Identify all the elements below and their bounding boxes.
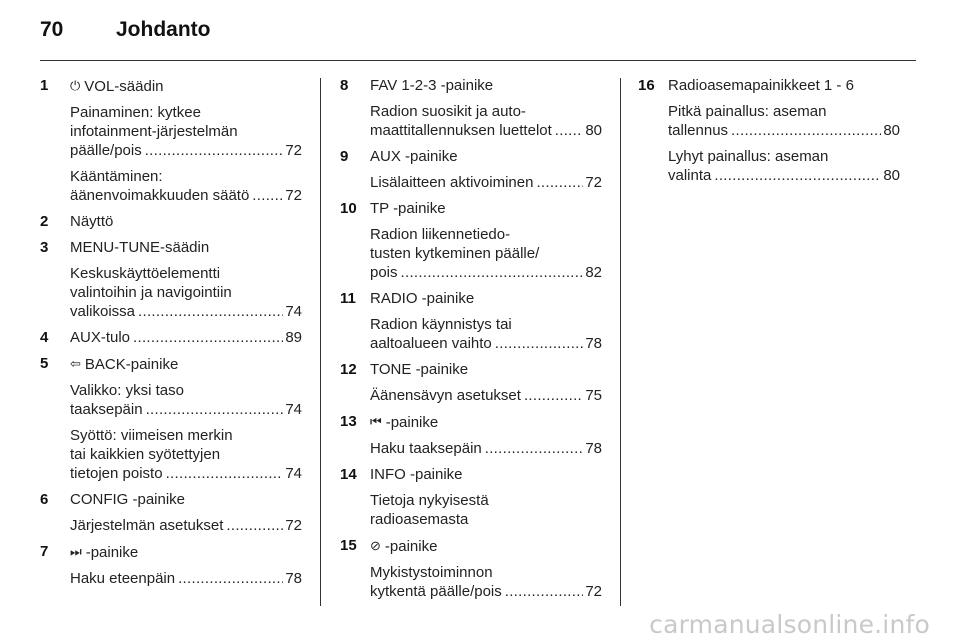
entry-number: 2 [40,213,49,230]
entry-label-wrap [40,542,302,562]
entry-text: tallennus [668,122,729,139]
entry-label-wrap [40,354,302,374]
page-reference[interactable]: 78 [285,570,302,587]
entry-number: 7 [40,543,49,560]
legend-entry [40,490,302,535]
watermark: carmanualsonline.info [649,610,930,639]
entry-label: FAV 1-2-3 -painike [370,77,494,94]
entry-label-wrap [40,490,302,509]
leader-line [370,173,602,192]
description-line: infotainment-järjestelmän [70,123,238,140]
page-reference[interactable]: 78 [585,440,602,457]
legend-entry [638,76,900,185]
page-reference[interactable]: 74 [285,465,302,482]
entry-description [40,264,302,321]
entry-heading [340,536,602,556]
entry-label: VOL-säädin [84,78,164,95]
description-line: Kääntäminen: [70,168,163,185]
page-reference[interactable]: 74 [285,303,302,320]
dot-leader [133,328,283,347]
entry-text: Järjestelmän asetukset [70,517,224,534]
entry-heading [340,465,602,484]
entry-label: RADIO -painike [370,290,475,307]
description-line: Lyhyt painallus: aseman [668,148,829,165]
entry-heading [40,354,302,374]
leader-line [70,302,302,321]
entry-description [340,102,602,140]
leader-line [668,166,900,185]
page-reference[interactable]: 89 [285,329,302,346]
entry-number: 5 [40,355,49,372]
entry-description [340,439,602,458]
leader-line [70,516,302,535]
entry-number: 10 [340,200,357,217]
column-2 [340,76,602,608]
page-title: Johdanto [116,18,211,41]
description-line: Pitkä painallus: aseman [668,103,827,120]
page-reference[interactable]: 80 [883,167,900,184]
page-reference[interactable]: 78 [585,335,602,352]
legend-entry [40,76,302,205]
entry-number: 16 [638,77,655,94]
legend-entry [340,536,602,601]
description-line: Radion liikennetiedo- [370,226,511,243]
dot-leader [485,439,584,458]
entry-label-wrap [340,76,602,95]
description-line: Valikko: yksi taso [70,382,184,399]
entry-label-wrap [40,212,302,231]
entry-text: valinta [668,167,712,184]
page-reference[interactable]: 72 [285,187,302,204]
entry-label: MENU-TUNE-säädin [70,239,210,256]
dot-leader [731,121,881,140]
entry-label: -painike [384,538,438,555]
dot-leader [505,582,584,601]
entry-description [638,102,900,140]
legend-entry [40,212,302,231]
legend-entry [340,147,602,192]
dot-leader [145,141,284,160]
page-number: 70 [40,18,64,41]
legend-entry [40,542,302,588]
entry-text: Lisälaitteen aktivoiminen [370,174,534,191]
entry-label: INFO -painike [370,466,463,483]
entry-heading [340,147,602,166]
leader-line [70,569,302,588]
entry-text: Haku taaksepäin [370,440,482,457]
entry-description [340,491,602,529]
entry-heading [340,360,602,379]
leader-line [370,121,602,140]
description-line: Tietoja nykyisestä [370,492,489,509]
entry-description [340,386,602,405]
skip-back-icon: ⏮ [370,414,382,429]
entry-heading [40,490,302,509]
entry-label-wrap [40,238,302,257]
description-line: Radion suosikit ja auto- [370,103,526,120]
entry-number: 12 [340,361,357,378]
entry-text: äänenvoimakkuuden säätö [70,187,250,204]
dot-leader [226,516,283,535]
entry-number: 9 [340,148,349,165]
entry-description [340,563,602,601]
legend-entry [340,465,602,529]
entry-label: Näyttö [70,213,114,230]
dot-leader [401,263,584,282]
entry-number: 11 [340,290,356,307]
description-line: Mykistystoiminnon [370,564,493,581]
entry-text: AUX-tulo [70,329,131,346]
entry-number: 15 [340,537,357,554]
entry-description [40,103,302,160]
dot-leader [252,186,283,205]
dot-leader [495,334,584,353]
entry-label: TONE -painike [370,361,469,378]
entry-label-wrap [340,147,602,166]
description-line: valintoihin ja navigointiin [70,284,232,301]
leader-line [370,386,602,405]
legend-entry [340,412,602,458]
entry-description [340,173,602,192]
page-reference[interactable]: 72 [285,517,302,534]
entry-number: 4 [40,329,49,346]
entry-description [340,225,602,282]
leader-line [370,263,602,282]
page-reference[interactable]: 72 [585,583,602,600]
leader-line [370,334,602,353]
legend-entry [340,289,602,353]
leader-line [370,439,602,458]
entry-text: kytkentä päälle/pois [370,583,502,600]
entry-number: 6 [40,491,49,508]
leader-line [70,328,302,347]
entry-label-wrap [340,536,602,556]
entry-label-wrap [340,360,602,379]
leader-line [668,121,900,140]
entry-text: pois [370,264,398,281]
entry-label-wrap [40,76,302,96]
entry-label-wrap [638,76,900,95]
entry-heading [638,76,900,95]
entry-heading [40,212,302,231]
entry-heading [40,76,302,96]
entry-label-wrap [340,289,602,308]
entry-heading [340,412,602,432]
column-divider-2 [620,78,621,606]
entry-description [340,315,602,353]
entry-text: päälle/pois [70,142,142,159]
entry-label: BACK-painike [84,356,179,373]
legend-entry [340,199,602,282]
dot-leader [524,386,583,405]
leader-line [70,141,302,160]
description-line: tusten kytkeminen päälle/ [370,245,540,262]
entry-label: AUX -painike [370,148,458,165]
entry-heading [40,542,302,562]
leader-line [70,464,302,483]
header-rule [40,60,916,61]
entry-label: -painike [385,414,439,431]
entry-text: maattitallennuksen luettelot [370,122,552,139]
dot-leader [178,569,283,588]
page-reference[interactable]: 72 [285,142,302,159]
entry-number: 13 [340,413,357,430]
leader-line [70,186,302,205]
entry-heading [40,328,302,347]
entry-number: 3 [40,239,49,256]
legend-entry [40,328,302,347]
entry-label-wrap [340,199,602,218]
entry-text: Äänensävyn asetukset [370,387,521,404]
entry-number: 8 [340,77,349,94]
dot-leader [714,166,881,185]
entry-number: 14 [340,466,357,483]
page-reference[interactable]: 75 [585,387,602,404]
entry-text: Haku eteenpäin [70,570,176,587]
entry-label: -painike [85,544,139,561]
entry-description [40,516,302,535]
entry-label: Radioasemapainikkeet 1 - 6 [668,77,854,94]
dot-leader [536,173,583,192]
page-reference[interactable]: 74 [285,401,302,418]
legend-entry [40,354,302,483]
description-line: Keskuskäyttöelementti [70,265,221,282]
entry-label-wrap [40,328,302,347]
entry-heading [340,76,602,95]
entry-heading [40,238,302,257]
mute-icon: ⊘ [370,538,381,553]
leader-line [70,400,302,419]
dot-leader [555,121,584,140]
entry-text: taaksepäin [70,401,143,418]
description-line: tai kaikkien syötettyjen [70,446,221,463]
power-icon: ⏻ [70,78,81,93]
skip-forward-icon: ⏭ [70,544,82,559]
description-line: radioasemasta [370,511,469,528]
page-reference[interactable]: 82 [585,264,602,281]
entry-text: valikoissa [70,303,136,320]
legend-entry [340,76,602,140]
column-3 [638,76,900,192]
entry-number: 1 [40,77,49,94]
entry-description [40,569,302,588]
entry-description [40,426,302,483]
entry-label-wrap [340,465,602,484]
entry-description [40,167,302,205]
legend-entry [40,238,302,321]
entry-text: tietojen poisto [70,465,163,482]
leader-line [370,582,602,601]
description-line: Syöttö: viimeisen merkin [70,427,233,444]
description-line: Radion käynnistys tai [370,316,512,333]
column-1 [40,76,302,595]
entry-label-wrap [340,412,602,432]
entry-description [638,147,900,185]
description-line: Painaminen: kytkee [70,104,201,121]
page-reference[interactable]: 80 [585,122,602,139]
entry-heading [340,289,602,308]
back-arrow-icon: ⇦ [70,356,81,371]
dot-leader [146,400,284,419]
dot-leader [138,302,283,321]
page-reference[interactable]: 80 [883,122,900,139]
page-reference[interactable]: 72 [585,174,602,191]
legend-entry [340,360,602,405]
column-divider-1 [320,78,321,606]
entry-text: aaltoalueen vaihto [370,335,492,352]
entry-heading [340,199,602,218]
entry-label: TP -painike [370,200,446,217]
entry-description [40,381,302,419]
entry-label: CONFIG -painike [70,491,186,508]
dot-leader [166,464,284,483]
